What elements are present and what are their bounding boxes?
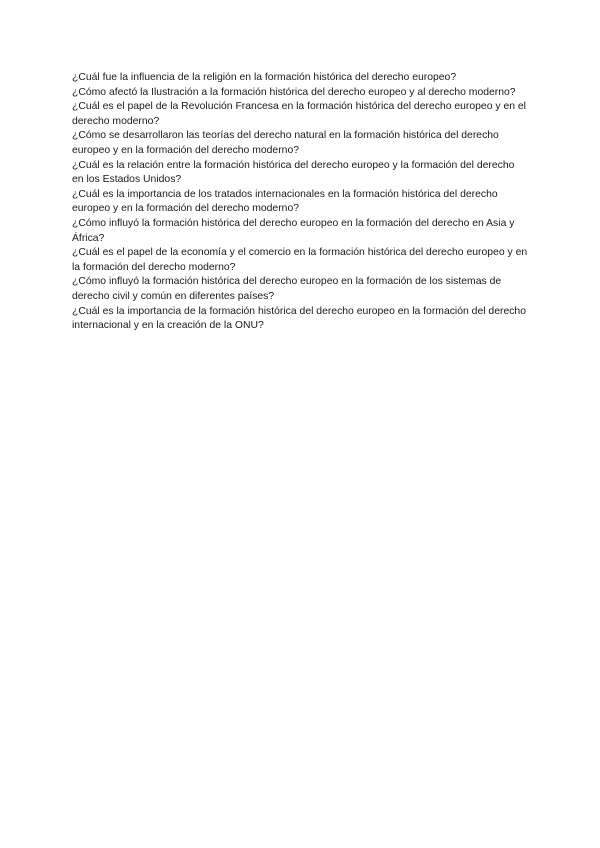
- question-item: ¿Cómo influyó la formación histórica del derecho europeo en la formación de los sistemas de derecho civil y común en diferentes países?: [72, 276, 502, 302]
- question-item: ¿Cómo se desarrollaron las teorías del derecho natural en la formación histórica del derecho europeo y en la formación del derecho moderno?: [72, 130, 499, 156]
- question-item: ¿Cuál es la importancia de la formación histórica del derecho europeo en la formación del derecho internacional y en la creación de la ONU?: [72, 305, 526, 332]
- question-item: ¿Cuál fue la influencia de la religión en la formación histórica del derecho europeo?: [72, 72, 457, 83]
- question-item: ¿Cómo influyó la formación histórica del derecho europeo en la formación del derecho en Asia y África?: [72, 217, 515, 244]
- question-item: ¿Cuál es la relación entre la formación histórica del derecho europeo y la formación del derecho en los Estados Unidos?: [72, 159, 515, 186]
- question-list: [72, 71, 528, 334]
- question-item: ¿Cuál es el papel de la Revolución Francesa en la formación histórica del derecho europeo y en el derecho moderno?: [72, 101, 526, 127]
- question-item: ¿Cuál es la importancia de los tratados internacionales en la formación histórica del derecho europeo y en la formación del derecho moderno?: [72, 188, 498, 215]
- question-item: ¿Cuál es el papel de la economía y el comercio en la formación histórica del derecho europeo y en la formación del derecho moderno?: [72, 247, 528, 273]
- question-item: ¿Cómo afectó la Ilustración a la formación histórica del derecho europeo y al derecho moderno?: [72, 86, 516, 98]
